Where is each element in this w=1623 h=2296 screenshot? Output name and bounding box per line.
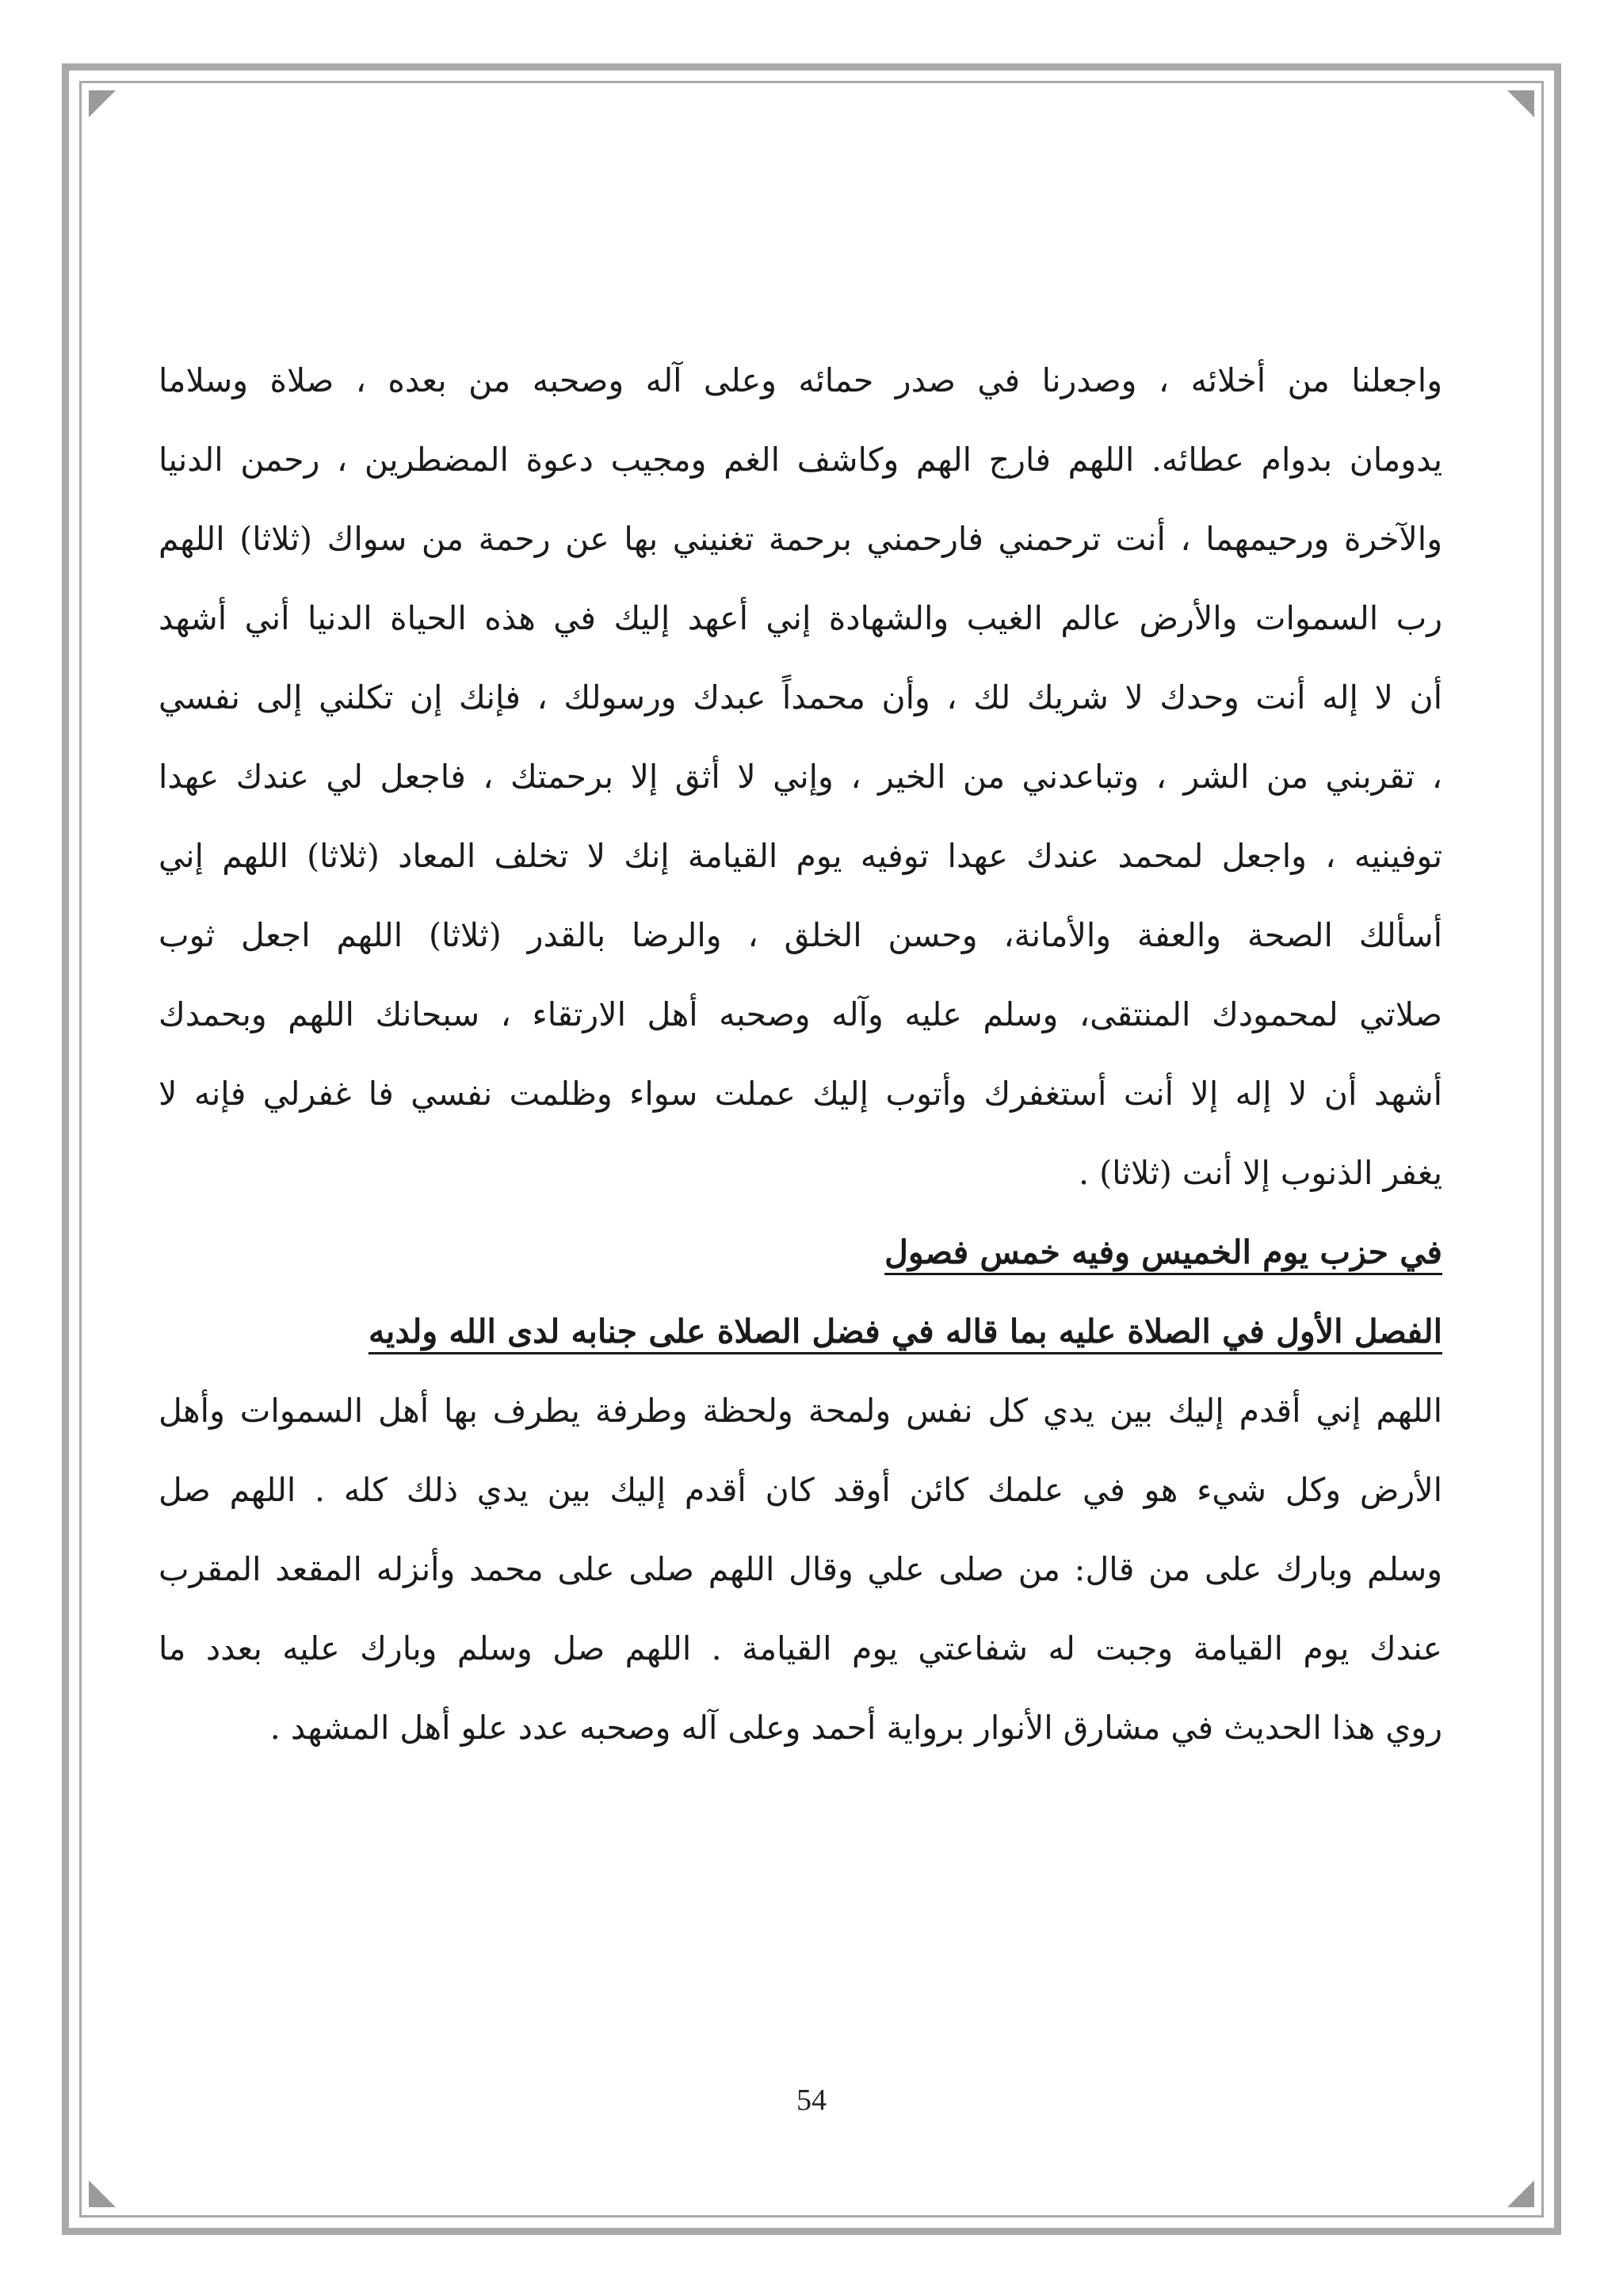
text-line: والآخرة ورحيمهما ، أنت ترحمني فارحمني برحمة تغنيني بها عن رحمة من سواك (ثلاثا) اللهم — [158, 520, 1442, 558]
text-line: الأرض وكل شيء هو في علمك كائن أوقد كان أقدم إليك بين يدي ذلك كله . اللهم صل — [158, 1471, 1442, 1509]
text-line: يدومان بدوام عطائه. اللهم فارج الهم وكاشف الغم ومجيب دعوة المضطرين ، رحمن الدنيا — [158, 441, 1442, 479]
corner-ornament-bottom-right — [1507, 2180, 1534, 2207]
text-line: ، تقربني من الشر ، وتباعدني من الخير ، وإني لا أثق إلا برحمتك ، فاجعل لي عندك عهدا — [158, 758, 1442, 796]
text-line: روي هذا الحديث في مشارق الأنوار برواية أحمد وعلى آله وصحبه عدد علو أهل المشهد . — [269, 1709, 1442, 1747]
text-line: واجعلنا من أخلائه ، وصدرنا في صدر حمائه وعلى آله وصحبه من بعده ، صلاة وسلاما — [158, 361, 1442, 399]
text-line: أشهد أن لا إله إلا أنت أستغفرك وأتوب إليك عملت سواء وظلمت نفسي فا غفرلي فإنه لا — [158, 1075, 1442, 1113]
page-text — [158, 341, 1442, 1767]
text-line: رب السموات والأرض عالم الغيب والشهادة إني أعهد إليك في هذه الحياة الدنيا أني أشهد — [158, 599, 1442, 637]
corner-ornament-top-left — [89, 90, 116, 117]
corner-ornament-bottom-left — [89, 2180, 116, 2207]
text-line: يغفر الذنوب إلا أنت (ثلاثا) . — [1079, 1154, 1442, 1192]
corner-ornament-top-right — [1507, 90, 1534, 117]
text-line: عندك يوم القيامة وجبت له شفاعتي يوم القيامة . اللهم صل وسلم وبارك عليه بعدد ما — [158, 1629, 1442, 1668]
chapter-heading-text: الفصل الأول في الصلاة عليه بما قاله في فضل الصلاة على جنابه لدى الله ولديه — [368, 1312, 1442, 1350]
section-heading-thursday — [158, 1213, 1442, 1292]
text-line: أسألك الصحة والعفة والأمانة، وحسن الخلق ، والرضا بالقدر (ثلاثا) اللهم اجعل ثوب — [158, 916, 1442, 954]
chapter-heading-first — [158, 1292, 1442, 1371]
page-number: 54 — [796, 2084, 827, 2117]
text-line: أن لا إله أنت وحدك لا شريك لك ، وأن محمداً عبدك ورسولك ، فإنك إن تكلني إلى نفسي — [158, 678, 1442, 716]
section-heading-text: في حزب يوم الخميس وفيه خمس فصول — [884, 1233, 1442, 1271]
text-line: وسلم وبارك على من قال: من صلى علي وقال اللهم صلى على محمد وأنزله المقعد المقرب — [158, 1550, 1442, 1588]
paragraph-2 — [158, 1371, 1442, 1767]
text-line: صلاتي لمحمودك المنتقى، وسلم عليه وآله وصحبه أهل الارتقاء ، سبحانك اللهم وبحمدك — [158, 995, 1442, 1033]
paragraph-1 — [158, 341, 1442, 1213]
text-line: توفينيه ، واجعل لمحمد عندك عهدا توفيه يوم القيامة إنك لا تخلف المعاد (ثلاثا) اللهم إني — [158, 837, 1442, 875]
text-line: اللهم إني أقدم إليك بين يدي كل نفس ولمحة ولحظة وطرفة يطرف بها أهل السموات وأهل — [158, 1392, 1442, 1430]
